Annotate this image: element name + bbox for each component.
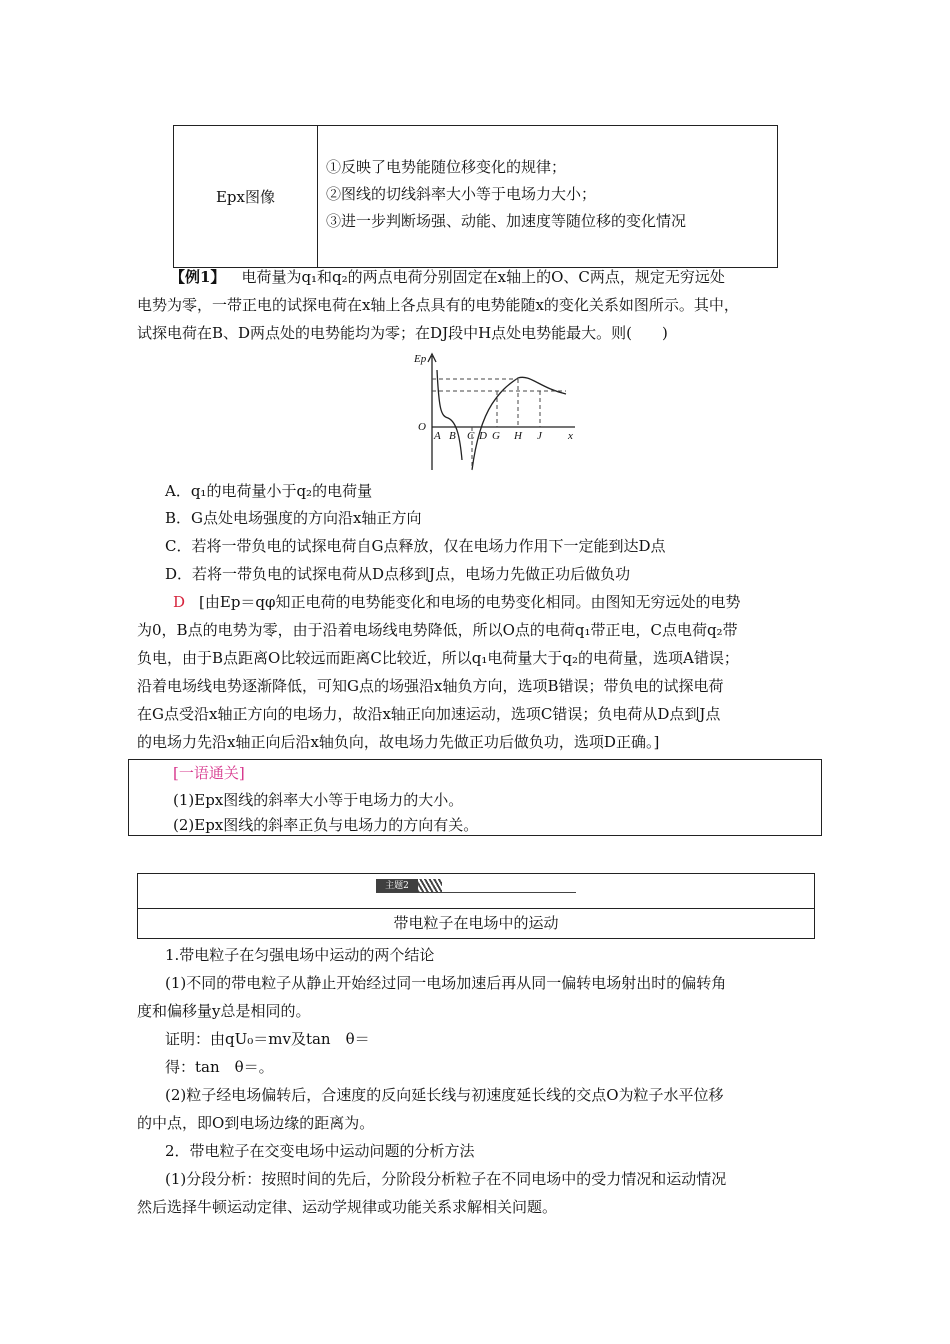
option-c: C．若将一带负电的试探电荷自G点释放，仅在电场力作用下一定能到达D点: [165, 537, 666, 555]
body-line-1: 1.带电粒子在匀强电场中运动的两个结论: [165, 946, 435, 964]
summary-box: [128, 759, 822, 836]
example-line-3: 试探电荷在B、D两点处的电势能均为零；在DJ段中H点处电势能最大。则( ): [137, 324, 668, 342]
left-curve: [437, 370, 462, 460]
body-line-2: (1)不同的带电粒子从静止开始经过同一电场加速后再从同一偏转电场射出时的偏转角: [165, 974, 727, 992]
point-h: H: [514, 430, 522, 442]
body-line-8: 2．带电粒子在交变电场中运动问题的分析方法: [165, 1142, 475, 1160]
example-tag: 【例1】: [170, 268, 226, 286]
point-b: B: [449, 430, 456, 442]
body-line-6: (2)粒子经电场偏转后，合速度的反向延长线与初速度延长线的交点O为粒子水平位移: [165, 1086, 724, 1104]
topic-title: 带电粒子在电场中的运动: [393, 914, 559, 932]
topic-badge-rule: [376, 892, 576, 893]
summary-title: [一语通关]: [173, 764, 245, 782]
point-j: J: [537, 430, 542, 442]
epx-table: [173, 125, 778, 268]
summary-line-2: (2)Epx图线的斜率正负与电场力的方向有关。: [173, 816, 479, 834]
answer-line-4: 沿着电场线电势逐渐降低，可知G点的场强沿x轴负方向，选项B错误；带负电的试探电荷: [137, 677, 724, 695]
y-label: Ep: [414, 353, 427, 365]
point-c: C: [467, 430, 475, 442]
example-line-1: [137, 267, 827, 287]
table-item-2: ②图线的切线斜率大小等于电场力大小；: [326, 185, 597, 203]
body-line-5: 得：tan θ＝。: [165, 1058, 274, 1076]
body-line-7: 的中点，即O到电场边缘的距离为。: [137, 1114, 375, 1132]
example-line-2: 电势为零，一带正电的试探电荷在x轴上各点具有的电势能随x的变化关系如图所示。其中，: [137, 296, 739, 314]
topic-badge-stripes: [418, 879, 442, 893]
answer-line-5: 在G点受沿x轴正方向的电场力，故沿x轴正向加速运动，选项C错误；负电荷从D点到J点: [137, 705, 721, 723]
body-line-9: (1)分段分析：按照时间的先后，分阶段分析粒子在不同电场中的受力情况和运动情况: [165, 1170, 727, 1188]
body-line-4: 证明：由qU₀＝mv及tan θ＝: [165, 1030, 370, 1048]
topic-badge: [376, 879, 418, 893]
topic-box: [137, 873, 815, 939]
answer-line-1: [137, 592, 827, 612]
point-g: G: [492, 430, 500, 442]
answer-line-6: 的电场力先沿x轴正向后沿x轴负向，故电场力先做正功后做负功，选项D正确。]: [137, 733, 660, 751]
point-a: A: [434, 430, 441, 442]
summary-line-1: (1)Epx图线的斜率大小等于电场力的大小。: [173, 791, 464, 809]
table-item-3: ③进一步判断场强、动能、加速度等随位移的变化情况: [326, 212, 687, 230]
topic-badge-text: 主题2: [385, 881, 409, 891]
option-b: B．G点处电场强度的方向沿x轴正方向: [165, 509, 422, 527]
origin-label: O: [418, 421, 426, 433]
topic-header-row: [138, 874, 814, 909]
answer-line-2: 为0，B点的电势为零，由于沿着电场线电势降低，所以O点的电荷q₁带正电，C点电荷q₂带: [137, 621, 738, 639]
answer-line-3: 负电，由于B点距离O比较远而距离C比较近，所以q₁电荷量大于q₂的电荷量，选项A错误；: [137, 649, 739, 667]
point-d: D: [479, 430, 487, 442]
option-d: D．若将一带负电的试探电荷从D点移到J点，电场力先做正功后做负功: [165, 565, 631, 583]
example-text-1: 电荷量为q₁和q₂的两点电荷分别固定在x轴上的O、C两点，规定无穷远处: [241, 268, 725, 286]
x-label: x: [568, 430, 573, 442]
option-a: A．q₁的电荷量小于q₂的电荷量: [165, 482, 373, 500]
table-label: Epx图像: [215, 188, 275, 206]
table-item-1: ①反映了电势能随位移变化的规律；: [326, 158, 567, 176]
body-line-10: 然后选择牛顿运动定律、运动学规律或功能关系求解相关问题。: [137, 1198, 558, 1216]
ep-x-graph: [410, 348, 580, 473]
body-line-3: 度和偏移量y总是相同的。: [137, 1002, 311, 1020]
answer-letter: D: [173, 593, 186, 611]
table-divider: [317, 126, 318, 267]
answer-text-1: [由Ep＝qφ知正电荷的电势能变化和电场的电势变化相同。由图知无穷远处的电势: [199, 593, 741, 611]
